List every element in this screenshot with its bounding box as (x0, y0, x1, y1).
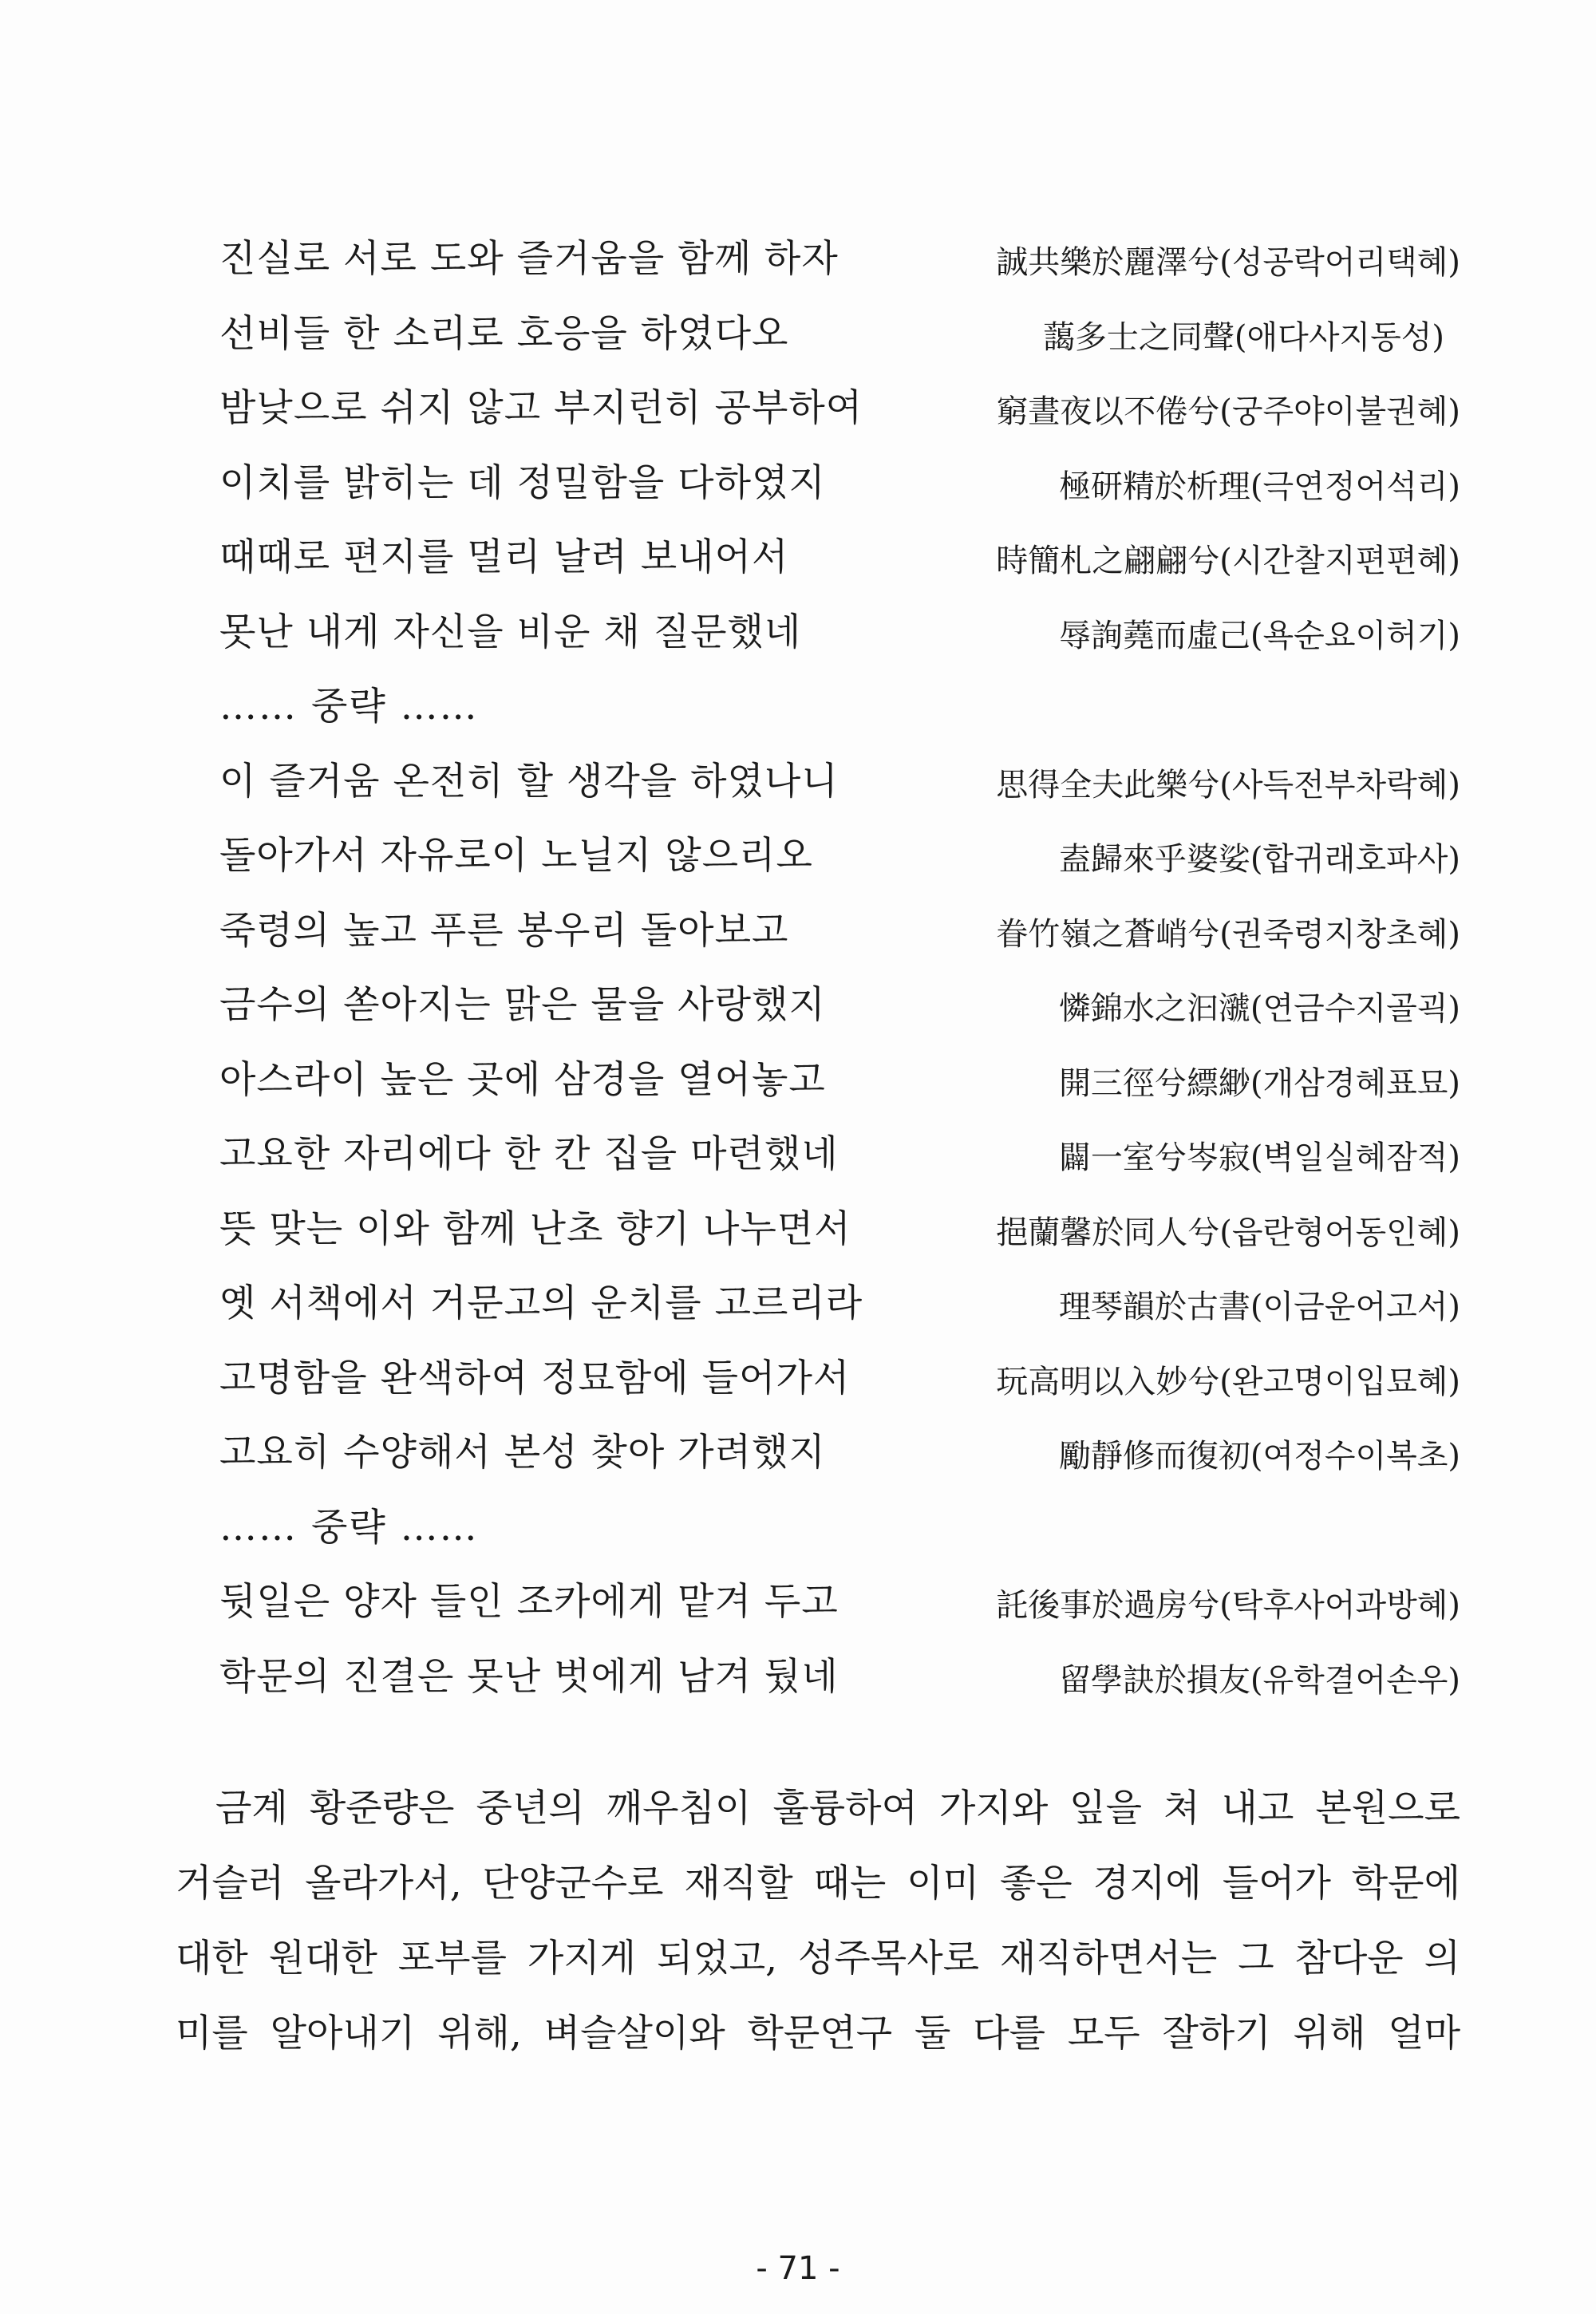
poem-korean: 이 즐거움 온전히 할 생각을 하였나니 (219, 759, 839, 804)
omission-line (176, 679, 1460, 754)
poem-korean: 고요히 수양해서 본성 찾아 가려했지 (219, 1431, 826, 1475)
poem-hanja: 勵靜修而復初(여정수이복초) (1058, 1438, 1460, 1475)
poem-line (176, 1574, 1460, 1649)
poem-line (176, 1202, 1460, 1277)
poem-korean: 뜻 맞는 이와 함께 난초 향기 나누면서 (219, 1206, 851, 1251)
paragraph-line: 미를 알아내기 위해, 벼슬살이와 학문연구 둘 다를 모두 잘하기 위해 얼마 (176, 2012, 1460, 2055)
poem-hanja: 開三徑兮縹緲(개삼경혜표묘) (1058, 1064, 1460, 1102)
poem-line (176, 754, 1460, 829)
poem-line (176, 1052, 1460, 1127)
poem-line (176, 605, 1460, 680)
poem-korean: 고요한 자리에다 한 칸 집을 마련했네 (219, 1132, 839, 1176)
page-number: - 71 - (756, 2250, 840, 2287)
poem-line (176, 1649, 1460, 1724)
poem-line (176, 306, 1460, 381)
poem-hanja: 窮晝夜以不倦兮(궁주야이불권혜) (996, 393, 1460, 430)
poem-line (176, 1425, 1460, 1500)
poem-korean: 돌아가서 자유로이 노닐지 않으리오 (219, 834, 813, 878)
poem-hanja: 闢一室兮岑寂(벽일실혜잠적) (1058, 1139, 1460, 1176)
poem-hanja: 眷竹嶺之蒼峭兮(권죽령지창초혜) (996, 915, 1460, 953)
omission-marker: …… 중략 …… (219, 1505, 479, 1550)
poem-korean: 진실로 서로 도와 즐거움을 함께 하자 (219, 237, 839, 281)
poem-korean: 이치를 밝히는 데 정밀함을 다하였지 (219, 460, 826, 505)
paragraph-line: 금계 황준량은 중년의 깨우침이 훌륭하여 가지와 잎을 쳐 내고 본원으로 (215, 1787, 1460, 1830)
poem-hanja: 辱詢蕘而虛己(욕순요이허기) (1058, 617, 1460, 654)
paragraph-line: 대한 원대한 포부를 가지게 되었고, 성주목사로 재직하면서는 그 참다운 의 (176, 1937, 1460, 1980)
poem-line (176, 1351, 1460, 1426)
poem-korean: 옛 서책에서 거문고의 운치를 고르리라 (219, 1281, 863, 1325)
poem-line (176, 456, 1460, 531)
poem-line (176, 231, 1460, 306)
poem-hanja: 思得全夫此樂兮(사득전부차락혜) (996, 766, 1460, 804)
poem-block (176, 231, 1460, 1724)
poem-line (176, 903, 1460, 978)
poem-hanja: 託後事於過房兮(탁후사어과방혜) (996, 1587, 1460, 1624)
poem-korean: 아스라이 높은 곳에 삼경을 열어놓고 (219, 1057, 826, 1102)
poem-line (176, 977, 1460, 1052)
poem-hanja: 時簡札之翩翩兮(시간찰지편편혜) (996, 543, 1460, 579)
poem-hanja: 盍歸來乎婆娑(합귀래호파사) (1058, 841, 1460, 878)
poem-hanja: 藹多士之同聲(애다사지동성) (1042, 318, 1444, 356)
poem-korean: 선비들 한 소리로 호응을 하였다오 (219, 311, 789, 356)
paragraph-line: 거슬러 올라가서, 단양군수로 재직할 때는 이미 좋은 경지에 들어가 학문에 (176, 1862, 1460, 1905)
poem-line (176, 530, 1460, 605)
poem-hanja: 極研精於析理(극연정어석리) (1058, 468, 1460, 505)
poem-hanja: 誠共樂於麗澤兮(성공락어리택혜) (996, 244, 1460, 281)
poem-korean: 밤낮으로 쉬지 않고 부지런히 공부하여 (219, 386, 863, 430)
omission-marker: …… 중략 …… (219, 685, 479, 729)
poem-korean: 뒷일은 양자 들인 조카에게 맡겨 두고 (219, 1580, 839, 1624)
poem-hanja: 理琴韻於古書(이금운어고서) (1058, 1289, 1460, 1325)
omission-line (176, 1500, 1460, 1575)
poem-hanja: 玩高明以入妙兮(완고명이입묘혜) (996, 1363, 1460, 1400)
poem-korean: 죽령의 높고 푸른 봉우리 돌아보고 (219, 908, 789, 953)
poem-line (176, 1276, 1460, 1351)
poem-korean: 때때로 편지를 멀리 날려 보내어서 (219, 535, 789, 579)
poem-hanja: 憐錦水之汩㶁(연금수지골괵) (1058, 990, 1460, 1027)
poem-korean: 고명함을 완색하여 정묘함에 들어가서 (219, 1356, 851, 1400)
poem-line (176, 828, 1460, 903)
poem-hanja: 挹蘭馨於同人兮(읍란형어동인혜) (996, 1214, 1460, 1251)
body-paragraph (176, 1771, 1460, 2071)
poem-hanja: 留學訣於損友(유학결어손우) (1058, 1661, 1460, 1699)
poem-korean: 못난 내게 자신을 비운 채 질문했네 (219, 610, 802, 654)
poem-korean: 금수의 쏟아지는 맑은 물을 사랑했지 (219, 983, 826, 1027)
poem-korean: 학문의 진결은 못난 벗에게 남겨 뒀네 (219, 1654, 839, 1699)
poem-line (176, 381, 1460, 456)
poem-line (176, 1127, 1460, 1202)
